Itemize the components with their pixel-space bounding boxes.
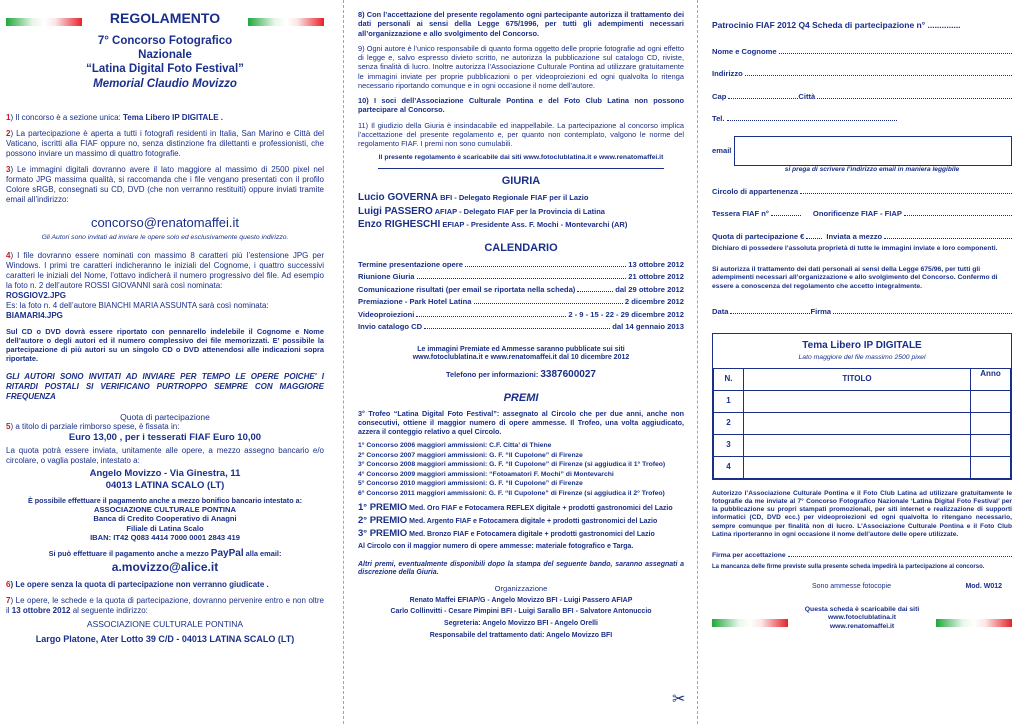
dot-leader — [417, 273, 627, 279]
data-firma-field[interactable]: Data Firma — [712, 307, 1012, 316]
model-code: Mod. W012 — [965, 583, 1002, 591]
circolo-field[interactable]: Circolo di appartenenza — [712, 187, 1012, 196]
bank-line-2: Banca di Credito Cooperativo di Anagni — [93, 514, 237, 524]
tema-subtitle: Lato maggiore del file massimo 2500 pixel — [798, 354, 926, 362]
entry-form-column — [704, 0, 1024, 724]
prize-desc: Med. Oro FIAF e Fotocamera REFLEX digitale + prodotti gastronomici del Lazio — [407, 505, 673, 513]
col-n: N. — [714, 368, 744, 390]
form-footer — [712, 606, 1012, 631]
org-line-4: Responsabile del trattamento dati: Angelo Movizzo BFI — [429, 631, 613, 639]
calendar-row — [358, 310, 684, 319]
form-field[interactable] — [712, 47, 1012, 56]
rule-3: 3) Le immagini digitali dovranno avere il lato maggiore al massimo di 2500 pixel nel formato JPG massima qualità, si raccomanda che i file vengano presentati con il profilo Colore sRGB, consegnati su CD, DVD (che non verranno restituiti) oppure inviati tramite email all’indirizzo: — [6, 165, 324, 204]
cd-note: Sul CD o DVD dovrà essere riportato con pennarello indelebile il Cognome e Nome dell’autore o degli autori ed il numero complessivo dei file memorizzati. E’ possibile la partecipazione di più autori su un singolo CD o DVD attenendosi alle indicazioni sopra riportate. — [6, 326, 324, 364]
calendar-date: 2 - 9 - 15 - 22 - 29 dicembre 2012 — [568, 309, 684, 319]
subtitle-memorial: Memorial Claudio Movizzo — [93, 77, 237, 90]
flag-footer-left — [712, 619, 788, 627]
history-item: 2° Concorso 2007 maggiori ammissioni: G. F. “Il Cupolone” di Firenze — [358, 451, 583, 459]
calendar-row — [358, 272, 684, 281]
email-field-note: si prega di scrivere l’indirizzo email in maniera leggibile — [784, 165, 960, 173]
address-line-2: 04013 LATINA SCALO (LT) — [105, 480, 225, 492]
calendar-row — [358, 322, 684, 331]
calendar-row — [358, 260, 684, 269]
calendar-date: 13 ottobre 2012 — [628, 259, 684, 269]
rule-7: 7) Le opere, le schede e la quota di partecipazione, dovranno pervenire entro e non oltre il 13 ottobre 2012 al seguente indirizzo: — [6, 596, 324, 616]
dot-leader — [474, 298, 623, 304]
org-line-1: Renato Maffei EFIAP/G - Angelo Movizzo BFI - Luigi Passero AFIAP — [409, 596, 633, 604]
title-cell[interactable] — [744, 390, 971, 412]
calendar-row — [358, 285, 684, 294]
rule-11: 11) Il giudizio della Giuria è insindacabile ed inappellabile. La partecipazione al concorso implica l’accettazione del presente regolamento e, per quanto non contemplato, valgono le norme del regolamento FIAF. I premi non sono cumulabili. — [358, 120, 684, 148]
dichiaro-note: Dichiaro di possedere l’assoluta proprietà di tutte le immagini inviate e loro componenti. — [712, 245, 998, 253]
form-field[interactable] — [712, 69, 1012, 78]
year-cell[interactable] — [971, 412, 1011, 434]
dot-leader — [416, 311, 566, 317]
table-row — [714, 434, 1011, 456]
prize-item — [358, 528, 684, 540]
org-title: Organizzazione — [494, 584, 548, 594]
jury-role: BFI - Delegato Regionale FIAF per il Lazio — [438, 193, 589, 203]
history-item: 4° Concorso 2009 maggiori ammissioni: “Fotoamatori F. Mochi” di Montevarchi — [358, 470, 614, 478]
rule-10: 10) I soci dell’Associazione Culturale Pontina e del Foto Club Latina non possono partecipare al Concorso. — [358, 96, 684, 115]
table-row — [714, 390, 1011, 412]
flag-right — [248, 18, 324, 26]
rule-1: 1) Il concorso è a sezione unica: Tema Libero IP DIGITALE . — [6, 113, 223, 122]
prize-rank: 2° PREMIO — [358, 515, 408, 527]
rule-4: 4) I file dovranno essere nominati con massimo 8 caratteri più l’estensione JPG per Windows. I primi tre caratteri indicheranno le iniziali del Cognome, i quattro successivi caratteri le iniziali del Nome, l’ottavo indicherà il numero progressivo del file. Ad esempio la foto n. 2 dell’autore ROSSI GIOVANNI sarà così nominata: ROSGIOV2.JPG Es: la foto n. 4 dell’autore BIANCHI MARIA ASSUNTA sarà così nominata: BIAMARI4.JPG — [6, 250, 324, 320]
calendario-title: CALENDARIO — [484, 241, 558, 254]
iban: IBAN: IT42 Q083 4414 7000 0001 2843 419 — [90, 533, 240, 543]
email-note: Gli Autori sono invitati ad inviare le opere solo ed esclusivamente questo indirizzo. — [41, 234, 289, 242]
year-cell[interactable] — [971, 456, 1011, 478]
jury-name: Enzo RIGHESCHI — [358, 219, 441, 231]
org-line-2: Carlo Collinvitti - Cesare Pimpini BFI - Luigi Sarallo BFI - Salvatore Antonuccio — [390, 608, 652, 616]
firma-accettazione-field[interactable]: Firma per accettazione — [712, 551, 1012, 560]
bank-intro: È possibile effettuare il pagamento anche a mezzo bonifico bancario intestato a: — [28, 495, 302, 505]
calendar-row — [358, 297, 684, 306]
publication-note-2: www.fotoclublatina.it e www.renatomaffei.it dal 10 dicembre 2012 — [412, 354, 630, 362]
year-cell[interactable] — [971, 434, 1011, 456]
cap-citta-field[interactable]: Cap Città — [712, 92, 1012, 101]
calendar-date: dal 29 ottobre 2012 — [615, 284, 684, 294]
email-contest[interactable]: concorso@renatomaffei.it — [90, 215, 240, 230]
dest-line-2: Largo Platone, Ater Lotto 39 C/D - 04013 LATINA SCALO (LT) — [35, 634, 295, 645]
jury-member — [358, 219, 684, 232]
jury-name: Luigi PASSERO — [358, 205, 433, 217]
table-row — [714, 456, 1011, 478]
jury-member — [358, 192, 684, 205]
premi-title: PREMI — [503, 391, 539, 404]
page-title: REGOLAMENTO — [109, 10, 221, 26]
year-cell[interactable] — [971, 390, 1011, 412]
dot-leader — [465, 261, 626, 267]
jury-list — [358, 192, 684, 232]
giuria-title: GIURIA — [501, 174, 541, 187]
calendar-label: Premiazione - Park Hotel Latina — [358, 297, 472, 307]
jury-role: EFIAP - Presidente Ass. F. Mochi - Montevarchi (AR) — [440, 220, 628, 230]
scissors-icon: ✂ — [672, 691, 686, 708]
quota-payment: La quota potrà essere inviata, unitamente alle opere, a mezzo assegno bancario e/o circolare, o vaglia postale, intestato a: — [6, 446, 324, 466]
form-field-line[interactable] — [745, 70, 1012, 76]
prize-item — [358, 515, 684, 527]
download-note: Il presente regolamento è scaricabile dai siti www.fotoclublatina.it e www.renatomaffei.it — [378, 154, 664, 162]
org-line-3: Segreteria: Angelo Movizzo BFI - Angelo Orelli — [444, 620, 598, 628]
rule-9: 9) Ogni autore è l’unico responsabile di quanto forma oggetto delle proprie fotografie ad ogni effetto di legge e, salvo espresso divieto scritto, ne autorizza la pubblicazione sul catalogo CD, riviste, senza finalità di lucro. Inoltre autorizza l’Associazione Culturale Pontina ad utilizzare gratuitamente le immagini inviate per proprie pubblicazioni o per videoproiezioni ed ogni qualvolta lo ritenga necessario riportando comunque e in ogni occasione il nome dell’autore. — [358, 43, 684, 90]
rule-6: 6) Le opere senza la quota di partecipazione non verranno giudicate . — [6, 580, 269, 590]
col-anno: Anno — [971, 368, 1011, 390]
history-item: 3° Concorso 2008 maggiori ammissioni: G. F. “Il Cupolone” di Firenze (si aggiudica il 1° Trofeo) — [358, 461, 666, 469]
quota-amount: Euro 13,00 , per i tesserati FIAF Euro 10,00 — [68, 432, 262, 444]
sites-note: Questa scheda è scaricabile dai siti www.fotoclublatina.it www.renatomaffei.it — [804, 605, 920, 630]
warning: GLI AUTORI SONO INVITATI AD INVIARE PER TEMPO LE OPERE POICHE' I RITARDI POSTALI SI VERIFICANO PURTROPPO SEMPRE CON MAGGIORE FREQUENZA — [6, 371, 324, 401]
prize-rank: 3° PREMIO — [358, 528, 408, 540]
prize-desc: Med. Argento FIAF e Fotocamera digitale + prodotti gastronomici del Lazio — [407, 518, 658, 526]
rule-2: 2) La partecipazione è aperta a tutti i fotografi residenti in Italia, San Marino e Città del Vaticano, iscritti alla FIAF oppure no, senza distinzione fra dilettanti e professionisti, che possono inviare un massimo di quattro fotografie. — [6, 129, 324, 158]
bank-line-1: ASSOCIAZIONE CULTURALE PONTINA — [93, 504, 237, 514]
form-field-line[interactable] — [779, 48, 1012, 54]
title-cell[interactable] — [744, 412, 971, 434]
calendar-label: Comunicazione risultati (per email se riportata nella scheda) — [358, 284, 576, 294]
quota-intro: 5) a titolo di parziale rimborso spese, è fissata in: — [6, 422, 180, 432]
row-number: 2 — [714, 412, 744, 434]
row-number: 1 — [714, 390, 744, 412]
calendar-label: Invio catalogo CD — [358, 322, 423, 332]
regolamento-header — [6, 10, 324, 91]
info-column — [350, 0, 690, 724]
circolo-prize: Al Circolo con il maggior numero di opere ammesse: materiale fotografico e Targa. — [358, 542, 634, 550]
history-item: 1° Concorso 2006 maggiori ammissioni: C.F. Citta’ di Thiene — [358, 442, 552, 450]
jury-role: AFIAP - Delegato FIAF per la Provincia di Latina — [432, 206, 605, 216]
works-table-box — [712, 333, 1012, 480]
cut-line-2 — [697, 0, 698, 724]
table-row — [714, 412, 1011, 434]
jury-name: Lucio GOVERNA — [358, 192, 439, 204]
prize-rank: 1° PREMIO — [358, 502, 408, 514]
title-cell[interactable] — [744, 456, 971, 478]
prize-list — [358, 502, 684, 540]
calendar-label: Termine presentazione opere — [358, 259, 463, 269]
address-line-1: Angelo Movizzo - Via Ginestra, 11 — [89, 468, 241, 480]
col-titolo: TITOLO — [744, 368, 971, 390]
works-table — [713, 368, 1011, 479]
dot-leader — [577, 286, 613, 292]
quota-title: Quota di partecipazione — [120, 411, 210, 422]
tema-title: Tema Libero IP DIGITALE — [802, 339, 922, 351]
mancanza-note: La mancanza delle firme previste sulla presente scheda impedirà la partecipazione al concorso. — [712, 563, 985, 570]
publication-note-1: Le immagini Premiate ed Ammesse saranno pubblicate sui siti — [417, 345, 625, 353]
prize-item — [358, 502, 684, 514]
tessera-field[interactable]: Tessera FIAF n° Onorificenze FIAF - FIAP — [712, 209, 1012, 218]
form-field-label: Indirizzo — [712, 69, 743, 79]
dot-leader — [424, 323, 610, 329]
quota-field[interactable]: Quota di partecipazione € Inviata a mezzo — [712, 232, 1012, 241]
tel-field[interactable]: Tel. — [712, 114, 1012, 123]
email-field[interactable]: email — [712, 136, 1012, 166]
prize-desc: Med. Bronzo FIAF e Fotocamera digitale + prodotti gastronomici del Lazio — [407, 531, 655, 539]
email-paypal[interactable]: a.movizzo@alice.it — [111, 560, 219, 575]
row-number: 3 — [714, 434, 744, 456]
paypal-line: Si può effettuare il pagamento anche a mezzo PayPal alla email: — [48, 547, 282, 559]
authorization-note: Autorizzo l’Associazione Culturale Pontina e il Foto Club Latina ad utilizzare gratuitamente le fotografie da me inviate al 7° Concorso Fotografico Nazionale ‘Latina Digital Foto Festival’ per la pubblicazione su propri stampati promozionali, per siti internet e realizzazione di supporti informatici (CD, DVD ecc.) per videoproiezioni ed ogni qualvolta lo ritengano necessario, sempre comunque per finalità non di lucro. L’Associazione Culturale Pontina e il Foto Club Latina riporteranno in ogni occasione il nome dell’autore delle opere utilizzate. — [712, 489, 1012, 538]
privacy-note: Si autorizza il trattamento dei dati personali ai sensi della Legge 675/96, per tutti gli adempimenti necessari all’organizzazione e allo svolgimento del Concorso. Confermo di essere a conoscenza del regolamento che accetto integralmente. — [712, 265, 998, 290]
fotocopie-note: Sono ammesse fotocopie — [812, 583, 891, 591]
form-header: Patrocinio FIAF 2012 Q4 Scheda di partecipazione n° .............. — [712, 20, 961, 30]
row-number: 4 — [714, 456, 744, 478]
footer-row — [712, 583, 1012, 592]
bank-line-3: Filiale di Latina Scalo — [126, 523, 204, 533]
flag-footer-right — [936, 619, 1012, 627]
calendar-list — [358, 260, 684, 332]
calendar-date: 2 dicembre 2012 — [624, 297, 684, 307]
cut-line-1 — [343, 0, 344, 724]
dest-line-1: ASSOCIAZIONE CULTURALE PONTINA — [86, 619, 244, 630]
regolamento-column — [0, 0, 334, 724]
form-field-label: Nome e Cognome — [712, 46, 777, 56]
altri-premi: Altri premi, eventualmente disponibili dopo la stampa del seguente bando, saranno assegnati a discrezione della Giuria. — [358, 560, 684, 577]
trofeo: 3° Trofeo “Latina Digital Foto Festival”: assegnato al Circolo che per due anni, anche non consecutivi, ottiene il maggior numero di opere ammesse. Il Trofeo, una volta aggiudicato, azzera il conteggio relativo a quel Circolo. — [358, 409, 684, 437]
subtitle-festival: “Latina Digital Foto Festival” — [86, 63, 244, 76]
title-cell[interactable] — [744, 434, 971, 456]
history-item: 5° Concorso 2010 maggiori ammissioni: G. F. “Il Cupolone” di Firenze — [358, 480, 583, 488]
history-item: 6° Concorso 2011 maggiori ammissioni: G. F. “Il Cupolone” di Firenze (si aggiudica il 2° Trofeo) — [358, 489, 665, 497]
phone-line: Telefono per informazioni: 3387600027 — [446, 369, 596, 381]
flag-left — [6, 18, 82, 26]
calendar-date: 21 ottobre 2012 — [628, 272, 684, 282]
calendar-label: Riunione Giuria — [358, 272, 415, 282]
history-list — [358, 442, 684, 498]
subtitle: 7° Concorso Fotografico Nazionale — [97, 34, 233, 61]
calendar-label: Videoproiezioni — [358, 309, 415, 319]
jury-member — [358, 206, 684, 219]
rule-8: 8) Con l’accettazione del presente regolamento ogni partecipante autorizza il trattamento dei dati personali ai sensi della Legge 675/1996, per tutti gli adempimenti necessari all’organizzazione e allo svolgimento del Concorso. — [358, 10, 684, 38]
calendar-date: dal 14 gennaio 2013 — [612, 322, 684, 332]
